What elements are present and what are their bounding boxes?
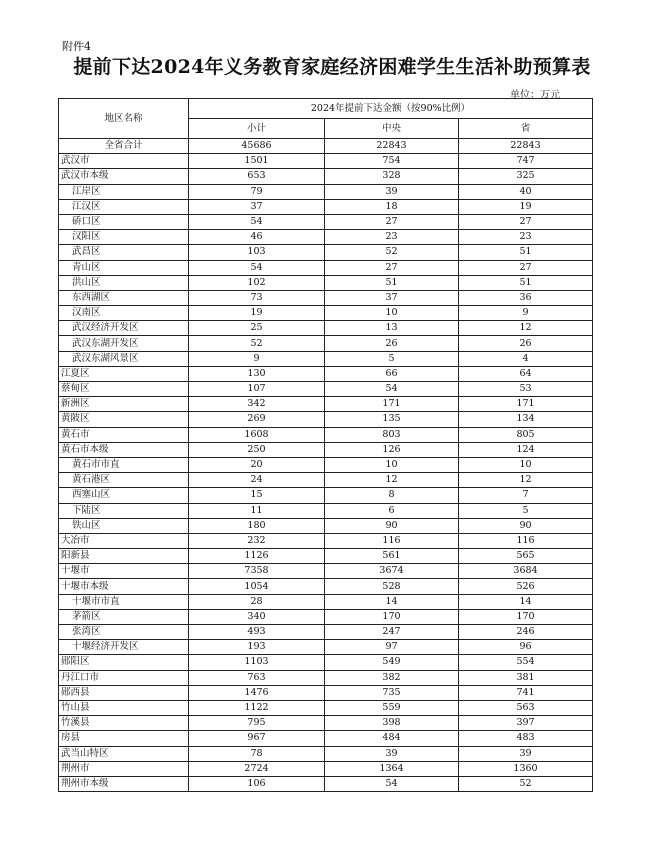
table-row (59, 564, 593, 579)
cell-name: 武昌区 (59, 245, 189, 260)
cell-province: 483 (459, 731, 593, 746)
cell-central: 51 (325, 275, 459, 290)
cell-central: 328 (325, 169, 459, 184)
cell-subtotal: 102 (189, 275, 325, 290)
cell-name: 竹溪县 (59, 716, 189, 731)
cell-province: 1360 (459, 761, 593, 776)
cell-subtotal: 52 (189, 336, 325, 351)
cell-name: 青山区 (59, 260, 189, 275)
cell-subtotal: 20 (189, 457, 325, 472)
cell-name: 十堰市本级 (59, 579, 189, 594)
cell-name: 荆州市本级 (59, 776, 189, 791)
cell-subtotal: 107 (189, 382, 325, 397)
cell-name: 武当山特区 (59, 746, 189, 761)
table-row (59, 351, 593, 366)
cell-name: 下陆区 (59, 503, 189, 518)
cell-name: 十堰市市直 (59, 594, 189, 609)
cell-province: 52 (459, 776, 593, 791)
table-row (59, 609, 593, 624)
cell-central: 735 (325, 685, 459, 700)
table-row (59, 518, 593, 533)
cell-subtotal: 28 (189, 594, 325, 609)
cell-subtotal: 106 (189, 776, 325, 791)
header-province: 省 (459, 119, 593, 139)
cell-province: 27 (459, 260, 593, 275)
cell-name: 汉南区 (59, 306, 189, 321)
table-row (59, 700, 593, 715)
cell-name: 汉阳区 (59, 230, 189, 245)
cell-central: 27 (325, 214, 459, 229)
cell-central: 52 (325, 245, 459, 260)
cell-central: 170 (325, 609, 459, 624)
cell-subtotal: 103 (189, 245, 325, 260)
table-row (59, 260, 593, 275)
table-row (59, 625, 593, 640)
table-row (59, 139, 593, 154)
table-row (59, 746, 593, 761)
cell-central: 10 (325, 306, 459, 321)
cell-province: 22843 (459, 139, 593, 154)
cell-province: 26 (459, 336, 593, 351)
header-region: 地区名称 (59, 99, 189, 139)
cell-central: 12 (325, 473, 459, 488)
cell-subtotal: 1103 (189, 655, 325, 670)
page-title: 提前下达2024年义务教育家庭经济困难学生生活补助预算表 (73, 56, 591, 78)
cell-central: 126 (325, 442, 459, 457)
table-row (59, 549, 593, 564)
cell-province: 90 (459, 518, 593, 533)
cell-central: 754 (325, 154, 459, 169)
cell-subtotal: 340 (189, 609, 325, 624)
cell-province: 554 (459, 655, 593, 670)
table-row (59, 382, 593, 397)
cell-central: 382 (325, 670, 459, 685)
cell-province: 7 (459, 488, 593, 503)
cell-central: 27 (325, 260, 459, 275)
cell-central: 26 (325, 336, 459, 351)
cell-name: 房县 (59, 731, 189, 746)
cell-subtotal: 232 (189, 533, 325, 548)
cell-name: 荆州市 (59, 761, 189, 776)
cell-subtotal: 54 (189, 214, 325, 229)
cell-name: 十堰经济开发区 (59, 640, 189, 655)
table-row (59, 776, 593, 791)
cell-subtotal: 967 (189, 731, 325, 746)
table-row (59, 473, 593, 488)
header-amount-group: 2024年提前下达金额（按90%比例） (189, 99, 593, 119)
cell-subtotal: 37 (189, 199, 325, 214)
table-row (59, 670, 593, 685)
cell-central: 171 (325, 397, 459, 412)
cell-province: 12 (459, 321, 593, 336)
cell-name: 大冶市 (59, 533, 189, 548)
cell-subtotal: 180 (189, 518, 325, 533)
cell-name: 张湾区 (59, 625, 189, 640)
cell-subtotal: 795 (189, 716, 325, 731)
cell-name: 江岸区 (59, 184, 189, 199)
table-row (59, 731, 593, 746)
cell-name: 十堰市 (59, 564, 189, 579)
cell-province: 246 (459, 625, 593, 640)
cell-name: 黄石港区 (59, 473, 189, 488)
table-row (59, 214, 593, 229)
cell-name: 竹山县 (59, 700, 189, 715)
cell-province: 116 (459, 533, 593, 548)
table-row (59, 533, 593, 548)
cell-name: 江汉区 (59, 199, 189, 214)
table-row (59, 579, 593, 594)
cell-subtotal: 54 (189, 260, 325, 275)
cell-subtotal: 130 (189, 366, 325, 381)
cell-central: 18 (325, 199, 459, 214)
table-row (59, 290, 593, 305)
cell-central: 90 (325, 518, 459, 533)
cell-name: 黄陂区 (59, 412, 189, 427)
table-row (59, 716, 593, 731)
cell-subtotal: 653 (189, 169, 325, 184)
cell-province: 9 (459, 306, 593, 321)
cell-subtotal: 493 (189, 625, 325, 640)
table-row (59, 275, 593, 290)
cell-name: 武汉经济开发区 (59, 321, 189, 336)
cell-name: 全省合计 (59, 139, 189, 154)
cell-central: 22843 (325, 139, 459, 154)
cell-province: 51 (459, 245, 593, 260)
cell-central: 13 (325, 321, 459, 336)
cell-name: 硚口区 (59, 214, 189, 229)
cell-subtotal: 9 (189, 351, 325, 366)
cell-central: 561 (325, 549, 459, 564)
table-row (59, 397, 593, 412)
cell-central: 116 (325, 533, 459, 548)
table-row (59, 457, 593, 472)
table-row (59, 503, 593, 518)
cell-central: 66 (325, 366, 459, 381)
cell-province: 134 (459, 412, 593, 427)
header-subtotal: 小计 (189, 119, 325, 139)
table-row (59, 442, 593, 457)
cell-subtotal: 45686 (189, 139, 325, 154)
cell-subtotal: 11 (189, 503, 325, 518)
cell-province: 27 (459, 214, 593, 229)
cell-province: 124 (459, 442, 593, 457)
cell-subtotal: 193 (189, 640, 325, 655)
cell-central: 54 (325, 382, 459, 397)
cell-province: 741 (459, 685, 593, 700)
cell-name: 武汉东湖风景区 (59, 351, 189, 366)
cell-province: 36 (459, 290, 593, 305)
cell-name: 黄石市本级 (59, 442, 189, 457)
cell-central: 398 (325, 716, 459, 731)
table-row (59, 184, 593, 199)
cell-province: 53 (459, 382, 593, 397)
cell-province: 397 (459, 716, 593, 731)
cell-central: 559 (325, 700, 459, 715)
cell-province: 40 (459, 184, 593, 199)
cell-subtotal: 1126 (189, 549, 325, 564)
cell-central: 23 (325, 230, 459, 245)
attachment-label: 附件4 (62, 40, 91, 53)
cell-central: 54 (325, 776, 459, 791)
cell-subtotal: 7358 (189, 564, 325, 579)
cell-central: 135 (325, 412, 459, 427)
cell-province: 805 (459, 427, 593, 442)
table-row (59, 245, 593, 260)
cell-name: 东西湖区 (59, 290, 189, 305)
cell-subtotal: 1054 (189, 579, 325, 594)
cell-central: 97 (325, 640, 459, 655)
cell-subtotal: 342 (189, 397, 325, 412)
header-central: 中央 (325, 119, 459, 139)
table-body (59, 139, 593, 792)
cell-central: 37 (325, 290, 459, 305)
cell-name: 郧西县 (59, 685, 189, 700)
table-row (59, 761, 593, 776)
cell-province: 171 (459, 397, 593, 412)
table-row (59, 488, 593, 503)
cell-central: 528 (325, 579, 459, 594)
cell-province: 747 (459, 154, 593, 169)
cell-province: 14 (459, 594, 593, 609)
cell-central: 14 (325, 594, 459, 609)
cell-central: 39 (325, 746, 459, 761)
cell-central: 8 (325, 488, 459, 503)
cell-central: 39 (325, 184, 459, 199)
cell-province: 526 (459, 579, 593, 594)
cell-central: 1364 (325, 761, 459, 776)
cell-name: 茅箭区 (59, 609, 189, 624)
cell-subtotal: 250 (189, 442, 325, 457)
cell-name: 蔡甸区 (59, 382, 189, 397)
cell-name: 丹江口市 (59, 670, 189, 685)
cell-name: 洪山区 (59, 275, 189, 290)
cell-subtotal: 1122 (189, 700, 325, 715)
table-row (59, 685, 593, 700)
cell-province: 565 (459, 549, 593, 564)
cell-subtotal: 46 (189, 230, 325, 245)
cell-province: 12 (459, 473, 593, 488)
cell-name: 西塞山区 (59, 488, 189, 503)
cell-name: 阳新县 (59, 549, 189, 564)
cell-name: 新洲区 (59, 397, 189, 412)
cell-province: 96 (459, 640, 593, 655)
cell-province: 23 (459, 230, 593, 245)
cell-name: 江夏区 (59, 366, 189, 381)
cell-province: 19 (459, 199, 593, 214)
table-row (59, 230, 593, 245)
cell-name: 武汉东湖开发区 (59, 336, 189, 351)
cell-province: 51 (459, 275, 593, 290)
table-row (59, 306, 593, 321)
table-row (59, 427, 593, 442)
cell-subtotal: 2724 (189, 761, 325, 776)
cell-name: 郧阳区 (59, 655, 189, 670)
cell-province: 4 (459, 351, 593, 366)
cell-subtotal: 15 (189, 488, 325, 503)
cell-subtotal: 19 (189, 306, 325, 321)
cell-subtotal: 269 (189, 412, 325, 427)
table-row (59, 199, 593, 214)
table-row (59, 655, 593, 670)
cell-central: 6 (325, 503, 459, 518)
cell-name: 铁山区 (59, 518, 189, 533)
cell-subtotal: 73 (189, 290, 325, 305)
cell-province: 325 (459, 169, 593, 184)
cell-subtotal: 25 (189, 321, 325, 336)
cell-province: 563 (459, 700, 593, 715)
cell-subtotal: 1608 (189, 427, 325, 442)
cell-central: 247 (325, 625, 459, 640)
cell-central: 549 (325, 655, 459, 670)
cell-name: 黄石市市直 (59, 457, 189, 472)
cell-subtotal: 763 (189, 670, 325, 685)
cell-subtotal: 1476 (189, 685, 325, 700)
cell-province: 5 (459, 503, 593, 518)
cell-subtotal: 1501 (189, 154, 325, 169)
table-row (59, 640, 593, 655)
table-row (59, 154, 593, 169)
cell-subtotal: 78 (189, 746, 325, 761)
cell-central: 10 (325, 457, 459, 472)
table-row (59, 366, 593, 381)
cell-name: 黄石市 (59, 427, 189, 442)
table-row (59, 169, 593, 184)
cell-province: 64 (459, 366, 593, 381)
cell-central: 803 (325, 427, 459, 442)
table-row (59, 594, 593, 609)
cell-name: 武汉市本级 (59, 169, 189, 184)
table-row (59, 412, 593, 427)
cell-name: 武汉市 (59, 154, 189, 169)
unit-label: 单位：万元 (510, 90, 560, 101)
cell-subtotal: 24 (189, 473, 325, 488)
cell-subtotal: 79 (189, 184, 325, 199)
cell-province: 3684 (459, 564, 593, 579)
cell-central: 484 (325, 731, 459, 746)
cell-province: 39 (459, 746, 593, 761)
cell-province: 381 (459, 670, 593, 685)
cell-province: 10 (459, 457, 593, 472)
cell-central: 5 (325, 351, 459, 366)
table-row (59, 321, 593, 336)
budget-table (58, 98, 593, 792)
cell-central: 3674 (325, 564, 459, 579)
cell-province: 170 (459, 609, 593, 624)
table-row (59, 336, 593, 351)
